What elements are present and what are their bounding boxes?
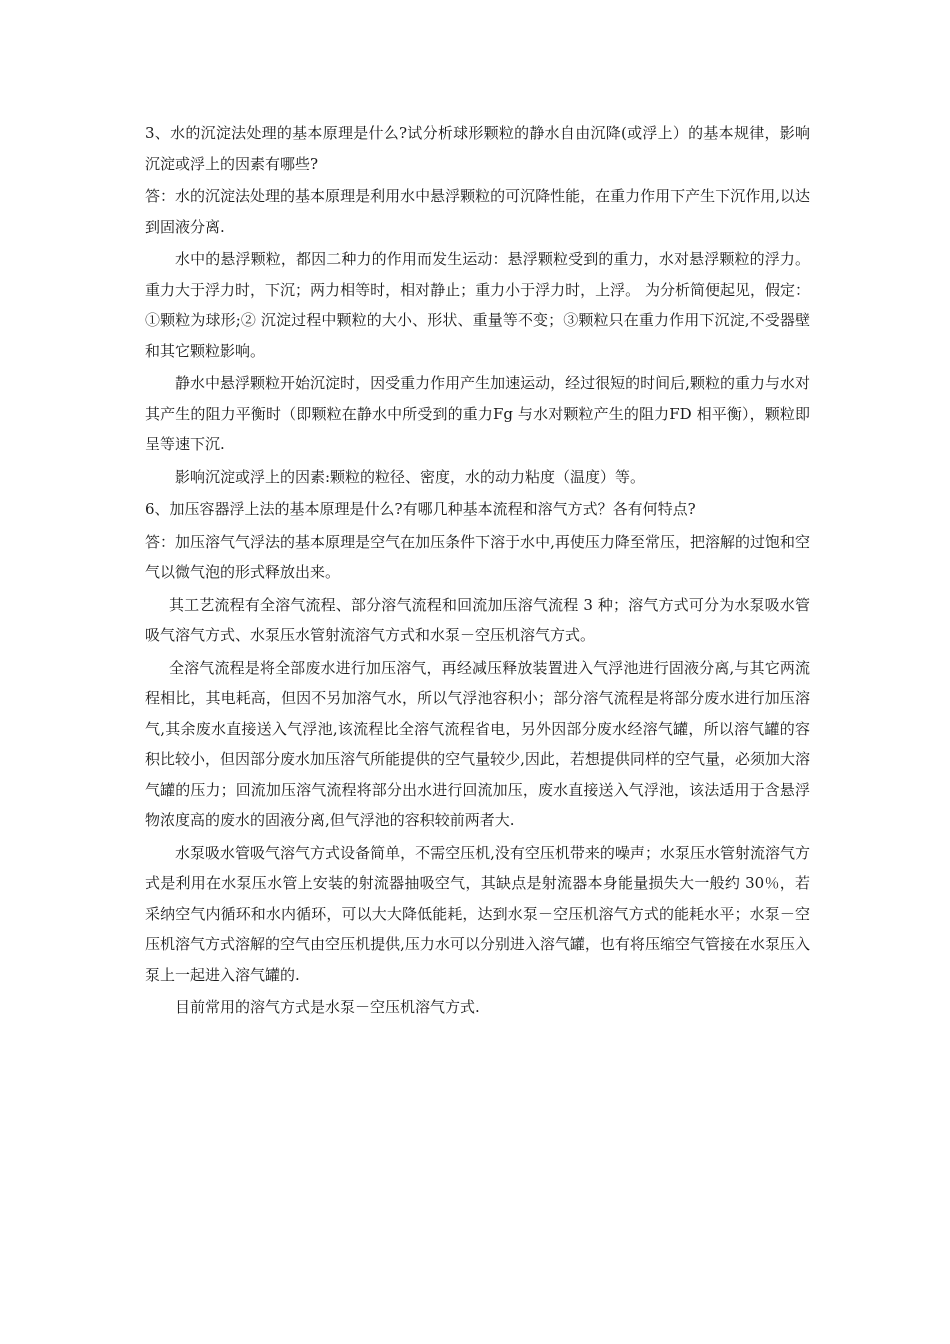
answer-3-forces: 水中的悬浮颗粒，都因二种力的作用而发生运动：悬浮颗粒受到的重力，水对悬浮颗粒的浮力。重力大于浮力时，下沉；两力相等时，相对静止；重力小于浮力时，上浮。 为分析简便起见，假定：①颗粒为球形;② 沉淀过程中颗粒的大小、形状、重量等不变；③颗粒只在重力作用下沉淀,不受器壁和其它颗粒影响。: [145, 250, 810, 360]
question-6: 6、加压容器浮上法的基本原理是什么?有哪几种基本流程和溶气方式？各有何特点?: [145, 500, 696, 518]
answer-6-processes: 其工艺流程有全溶气流程、部分溶气流程和回流加压溶气流程 3 种；溶气方式可分为水泵吸水管吸气溶气方式、水泵压水管射流溶气方式和水泵－空压机溶气方式。: [145, 595, 810, 644]
answer-6-process-compare: 全溶气流程是将全部废水进行加压溶气，再经减压释放装置进入气浮池进行固液分离,与其它两流程相比，其电耗高，但因不另加溶气水，所以气浮池容积小；部分溶气流程是将部分废水进行加压溶气,其余废水直接送入气浮池,该流程比全溶气流程省电，另外因部分废水经溶气罐，所以溶气罐的容积比较小，但因部分废水加压溶气所能提供的空气量较少,因此，若想提供同样的空气量，必须加大溶气罐的压力；回流加压溶气流程将部分出水进行回流加压，废水直接送入气浮池，该法适用于含悬浮物浓度高的废水的固液分离,但气浮池的容积较前两者大.: [145, 658, 810, 829]
answer-6-dissolving-methods: 水泵吸水管吸气溶气方式设备简单，不需空压机,没有空压机带来的噪声；水泵压水管射流溶气方式是利用在水泵压水管上安装的射流器抽吸空气，其缺点是射流器本身能量损失大一般约 30％，若采纳空气内循环和水内循环，可以大大降低能耗，达到水泵－空压机溶气方式的能耗水平；水泵－空压机溶气方式溶解的空气由空压机提供,压力水可以分别进入溶气罐，也有将压缩空气管接在水泵压入泵上一起进入溶气罐的.: [145, 843, 810, 984]
answer-3-intro: 答：水的沉淀法处理的基本原理是利用水中悬浮颗粒的可沉降性能，在重力作用下产生下沉作用,以达到固液分离.: [145, 187, 810, 236]
answer-3-factors: 影响沉淀或浮上的因素:颗粒的粒径、密度，水的动力粘度（温度）等。: [175, 467, 646, 486]
answer-3-settling: 静水中悬浮颗粒开始沉淀时，因受重力作用产生加速运动，经过很短的时间后,颗粒的重力与水对其产生的阻力平衡时（即颗粒在静水中所受到的重力Fg 与水对颗粒产生的阻力FD 相平衡），颗粒即呈等速下沉.: [145, 374, 810, 453]
answer-6-intro: 答：加压溶气气浮法的基本原理是空气在加压条件下溶于水中,再使压力降至常压，把溶解的过饱和空气以微气泡的形式释放出来。: [145, 532, 810, 581]
document-page: [145, 118, 810, 1025]
answer-6-conclusion: 目前常用的溶气方式是水泵－空压机溶气方式.: [175, 998, 480, 1016]
question-3: 3、水的沉淀法处理的基本原理是什么?试分析球形颗粒的静水自由沉降(或浮上）的基本规律，影响沉淀或浮上的因素有哪些?: [145, 124, 810, 173]
